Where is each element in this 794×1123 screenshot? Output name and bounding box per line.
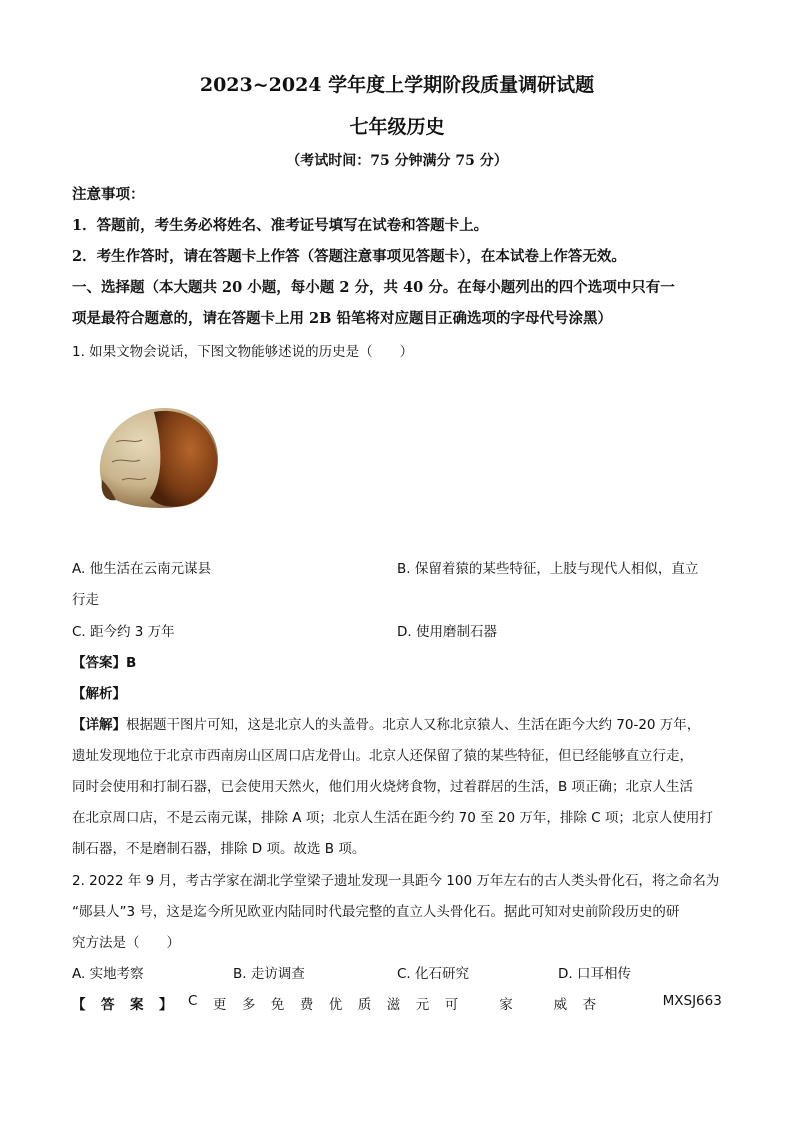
q1-analysis-label: 【解析】 — [72, 686, 126, 702]
footer-char: 费 — [299, 997, 314, 1013]
footer-char — [474, 993, 484, 1013]
q2-stem-line-3: 究方法是（ ） — [72, 935, 180, 951]
exam-subtitle: 七年级历史 — [349, 116, 445, 138]
exam-title: 2023~2024 学年度上学期阶段质量调研试题 — [199, 74, 595, 96]
footer-char: 滋 — [386, 997, 401, 1013]
q2-stem-line-1: 2. 2022 年 9 月，考古学家在湖北学堂梁子遗址发现一具距今 100 万年左右的古人类头骨化石，将之命名为 — [72, 873, 720, 889]
q2-option-d: D. 口耳相传 — [558, 966, 631, 982]
footer-char: 质 — [357, 997, 372, 1013]
notice-item-1: 1．答题前，考生务必将姓名、准考证号填写在试卷和答题卡上。 — [72, 217, 489, 234]
footer-char: 免 — [270, 997, 285, 1013]
q2-stem-line-2: “郧县人”3 号，这是迄今所见欧亚内陆同时代最完整的直立人头骨化石。据此可知对史前阶段历史的研 — [72, 904, 680, 920]
footer-char: 元 — [415, 997, 430, 1013]
footer-char: 答 — [100, 997, 115, 1013]
q1-option-d: D. 使用磨制石器 — [397, 624, 497, 640]
footer-char: 家 — [499, 997, 513, 1013]
footer-char: 可 — [444, 997, 459, 1013]
q1-detail-line-4: 在北京周口店，不是云南元谋，排除 A 项；北京人生活在距今约 70 至 20 万年，排除 C 项；北京人使用打 — [72, 810, 713, 826]
q2-option-b: B. 走访调查 — [233, 966, 305, 982]
footer-char: 更 — [212, 997, 227, 1013]
footer-char: C — [187, 993, 198, 1009]
q1-detail-line-3: 同时会使用和打制石器，已会使用天然火，他们用火烧烤食物，过着群居的生活，B 项正确；北京人生活 — [72, 779, 694, 795]
footer-char: 威 — [553, 997, 568, 1013]
q1-detail-label: 【详解】 — [72, 717, 126, 733]
footer-char: 优 — [328, 997, 343, 1013]
q1-stem: 1. 如果文物会说话，下图文物能够述说的历史是（ ） — [72, 344, 414, 360]
q1-option-a: A. 他生活在云南元谋县 — [72, 561, 212, 577]
footer-char: MXSJ663 — [662, 993, 722, 1009]
footer-char: 多 — [241, 997, 256, 1013]
q1-detail-line-2: 遗址发现地位于北京市西南房山区周口店龙骨山。北京人还保留了猿的某些特征，但已经能够直立行走， — [72, 748, 693, 764]
footer-char: 【 — [72, 997, 86, 1013]
q2-answer-footer — [72, 993, 722, 1013]
q1-detail-line-1: 【详解】根据题干图片可知，这是北京人的头盖骨。北京人又称北京猿人、生活在距今大约 70-20 万年， — [72, 717, 701, 733]
section-heading-line-1: 一、选择题（本大题共 20 小题，每小题 2 分，共 40 分。在每小题列出的四个选项中只有一 — [72, 279, 675, 296]
notice-heading: 注意事项： — [72, 186, 145, 203]
exam-time: （考试时间：75 分钟满分 75 分） — [286, 153, 508, 169]
q1-option-b-continued: 行走 — [72, 592, 99, 608]
footer-char — [637, 993, 647, 1013]
footer-char: 杏 — [582, 997, 597, 1013]
footer-char: 案 — [129, 997, 144, 1013]
q1-detail-line-5: 制石器，不是磨制石器，排除 D 项。故选 B 项。 — [72, 841, 366, 857]
q1-answer: 【答案】B — [72, 655, 137, 671]
notice-item-2: 2．考生作答时，请在答题卡上作答（答题注意事项见答题卡），在本试卷上作答无效。 — [72, 248, 626, 265]
q1-option-b: B. 保留着猿的某些特征，上肢与现代人相似，直立 — [397, 561, 699, 577]
footer-char — [612, 993, 622, 1013]
footer-char — [528, 993, 538, 1013]
section-heading-line-2: 项是最符合题意的，请在答题卡上用 2B 铅笔将对应题目正确选项的字母代号涂黑） — [72, 310, 612, 327]
skull-fossil-icon — [92, 402, 222, 512]
q2-option-c: C. 化石研究 — [397, 966, 470, 982]
q2-option-a: A. 实地考察 — [72, 966, 144, 982]
footer-char: 】 — [158, 997, 173, 1013]
q1-option-c: C. 距今约 3 万年 — [72, 624, 175, 640]
